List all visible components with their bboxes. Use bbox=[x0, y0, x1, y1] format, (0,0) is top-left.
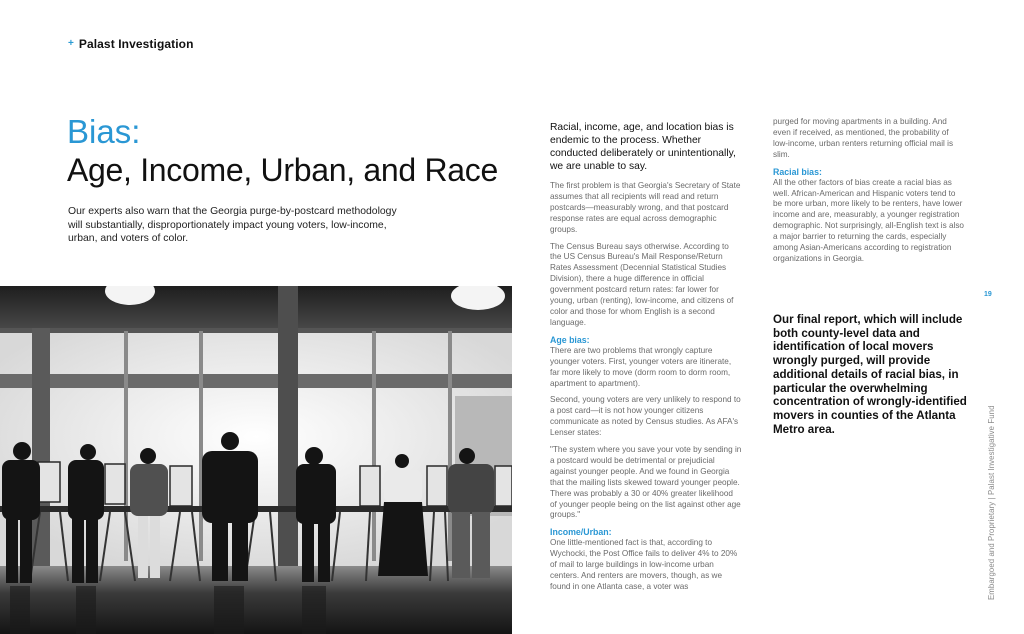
intro-paragraph: Our experts also warn that the Georgia purge-by-postcard methodology will substantially, disproportionately impact young voters, low-income, urban, and voters of color. bbox=[68, 206, 397, 244]
voting-booths-image bbox=[0, 286, 512, 634]
page-number: 19 bbox=[984, 291, 992, 298]
article-column-1 bbox=[550, 121, 742, 599]
paragraph-census-bureau: The Census Bureau says otherwise. According to the US Census Bureau's Mail Response/Return Rates Assessment (Decennial Statistical Studies Division), there a huge difference in official government postcard return rates: far lower for young, urban (renting), low-income, and citizens of color and those for whom English is a second language. bbox=[550, 241, 734, 327]
title-main: Age, Income, Urban, and Race bbox=[67, 152, 498, 188]
lead-paragraph: Racial, income, age, and location bias is endemic to the process. Whether conducted deliberately or unintentionally, we are unable to say. bbox=[550, 122, 736, 172]
title-accent: Bias: bbox=[67, 113, 141, 150]
subhead-age-bias: Age bias: bbox=[550, 334, 590, 345]
paragraph-racial-bias: All the other factors of bias create a racial bias as well. African-American and Hispanic voters tend to be more urban, more likely to be renters, have lower income and are, measurably, a younger registration demographic. Not surprisingly, all-English text is also a major barrier to returning the cards, especially among Asian-Americans according to registration organizations in Georgia. bbox=[773, 177, 964, 263]
paragraph-secretary-of-state: The first problem is that Georgia's Secretary of State assumes that all recipients will read and return postcards—measurably wrong, and that postcard response rates are equal across demographic groups. bbox=[550, 181, 741, 234]
callout-final-report: Our final report, which will include both county-level data and identification of local movers wrongly purged, will provide additional details of racial bias, in particular the overwhelming concentration of wrongly-identified movers in counties of the Atlanta Metro area. bbox=[773, 313, 967, 436]
subhead-racial-bias: Racial bias: bbox=[773, 166, 822, 177]
paragraph-continued: purged for moving apartments in a building. And even if received, as mentioned, the probability of low-income, urban renters returning official mail is slim. bbox=[773, 117, 954, 159]
paragraph-age-1: There are two problems that wrongly capture younger voters. First, younger voters are itinerate, far more likely to move (dorm room to dorm room, apartment to apartment). bbox=[550, 345, 732, 388]
voters-photo bbox=[0, 286, 512, 634]
running-header bbox=[68, 37, 194, 51]
paragraph-income-urban: One little-mentioned fact is that, according to Wychocki, the Post Office fails to deliver 4% to 20% of mail to large buildings in low-income urban centers. And renters are movers, though, as we found in one Atlanta case, a voter was bbox=[550, 538, 738, 591]
paragraph-age-2: Second, young voters are very unlikely to respond to a post card—it is not how younger citizens communicate as noted by Census studies. As AFA's Lenser states: bbox=[550, 395, 741, 438]
quote-lenser: "The system where you save your vote by sending in a postcard would be detrimental or prejudicial against younger people. And we found in Georgia that the mailing lists skewed toward younger people. There was probably a 30 or 40% greater likelihood of younger people being on the list against other age groups." bbox=[550, 445, 742, 520]
subhead-income-urban: Income/Urban: bbox=[550, 527, 612, 538]
page-title bbox=[67, 113, 517, 189]
side-footer: Embargoed and Proprietary | Palast Investigative Fund bbox=[987, 405, 996, 600]
running-header-title: Palast Investigation bbox=[78, 37, 194, 51]
article-column-2 bbox=[773, 117, 965, 271]
plus-icon: + bbox=[68, 38, 74, 49]
